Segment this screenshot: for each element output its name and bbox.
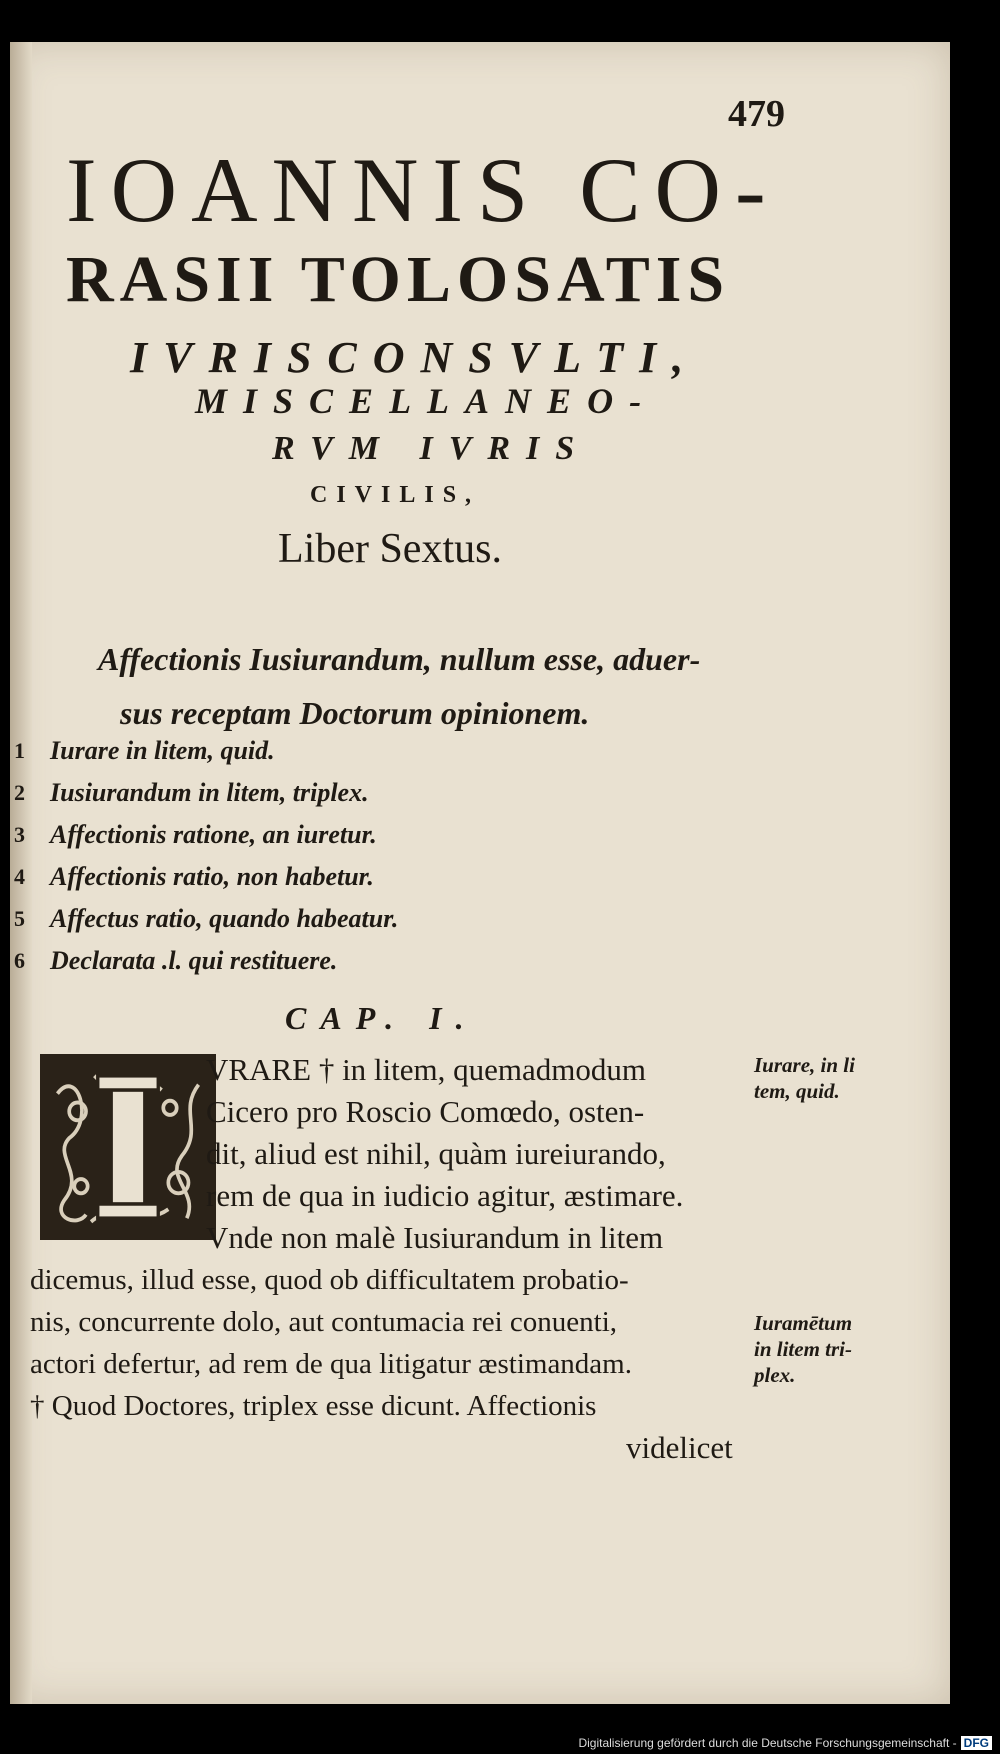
dfg-logo: DFG: [961, 1736, 992, 1750]
summary-item: [14, 898, 399, 940]
margin-note-line: tem, quid.: [754, 1079, 840, 1103]
decorated-initial-i-icon: [40, 1054, 216, 1240]
body-line-5: Vnde non malè Iusiurandum in litem: [206, 1220, 664, 1255]
summary-number: 4: [14, 864, 25, 889]
book-number: Liber Sextus.: [278, 526, 502, 572]
summary-number: 1: [14, 738, 25, 763]
summary-item: [14, 814, 398, 856]
summary-item: [14, 940, 398, 982]
body-line-10: videlicet: [626, 1430, 733, 1465]
summary-number: 6: [14, 948, 25, 973]
summary-text: Affectionis ratione, an iuretur.: [50, 820, 377, 849]
title-line-1: IOANNIS CO-: [66, 139, 780, 241]
summary-number: 5: [14, 906, 25, 931]
margin-note-line: in litem tri-: [754, 1337, 853, 1361]
margin-note-line: Iuramētum: [754, 1311, 853, 1335]
credit-text: Digitalisierung gefördert durch die Deutsche Forschungsgemeinschaft -: [578, 1736, 957, 1750]
body-line-7: nis, concurrente dolo, aut contumacia rei conuenti,: [30, 1306, 618, 1338]
book-page: [10, 42, 950, 1704]
body-line-2: Cicero pro Roscio Comœdo, osten-: [206, 1094, 645, 1129]
chapter-label: CAP. I.: [285, 1000, 478, 1036]
margin-note-line: plex.: [754, 1363, 796, 1387]
summary-item: [14, 772, 398, 814]
summary-number: 2: [14, 780, 25, 805]
body-line-1: VRARE † in litem, quemadmodum: [206, 1052, 646, 1087]
summary-text: Iusiurandum in litem, triplex.: [50, 778, 369, 807]
body-line-6: dicemus, illud esse, quod ob difficultatem probatio-: [30, 1264, 629, 1296]
title-line-4: MISCELLANEO-: [195, 381, 658, 421]
margin-note-line: Iurare, in li: [754, 1053, 855, 1077]
summary-text: Declarata .l. qui restituere.: [50, 946, 338, 975]
chapter-heading-line-2: sus receptam Doctorum opinionem.: [120, 695, 590, 731]
chapter-heading: [98, 632, 778, 740]
summary-list: [14, 730, 399, 982]
title-line-5: RVM IVRIS: [272, 430, 591, 467]
summary-item: [14, 730, 398, 772]
title-line-3: IVRISCONSVLTI,: [130, 333, 700, 382]
body-line-9: † Quod Doctores, triplex esse dicunt. Affectionis: [30, 1390, 597, 1422]
chapter-heading-line-1: Affectionis Iusiurandum, nullum esse, aduer-: [98, 641, 701, 677]
title-line-6: CIVILIS,: [310, 482, 481, 508]
summary-number: 3: [14, 822, 25, 847]
body-line-8: actori defertur, ad rem de qua litigatur æstimandam.: [30, 1348, 632, 1380]
page-number: 479: [728, 93, 785, 135]
summary-item: [14, 856, 398, 898]
title-line-2: RASII TOLOSATIS: [66, 243, 731, 316]
summary-text: Affectus ratio, quando habeatur.: [50, 904, 399, 933]
digitization-credit: [578, 1736, 992, 1750]
margin-note: [754, 1310, 852, 1388]
body-line-3: dit, aliud est nihil, quàm iureiurando,: [206, 1136, 666, 1171]
body-line-4: rem de qua in iudicio agitur, æstimare.: [206, 1178, 684, 1213]
summary-text: Affectionis ratio, non habetur.: [50, 862, 374, 891]
margin-note: [754, 1052, 855, 1104]
summary-text: Iurare in litem, quid.: [50, 736, 275, 765]
